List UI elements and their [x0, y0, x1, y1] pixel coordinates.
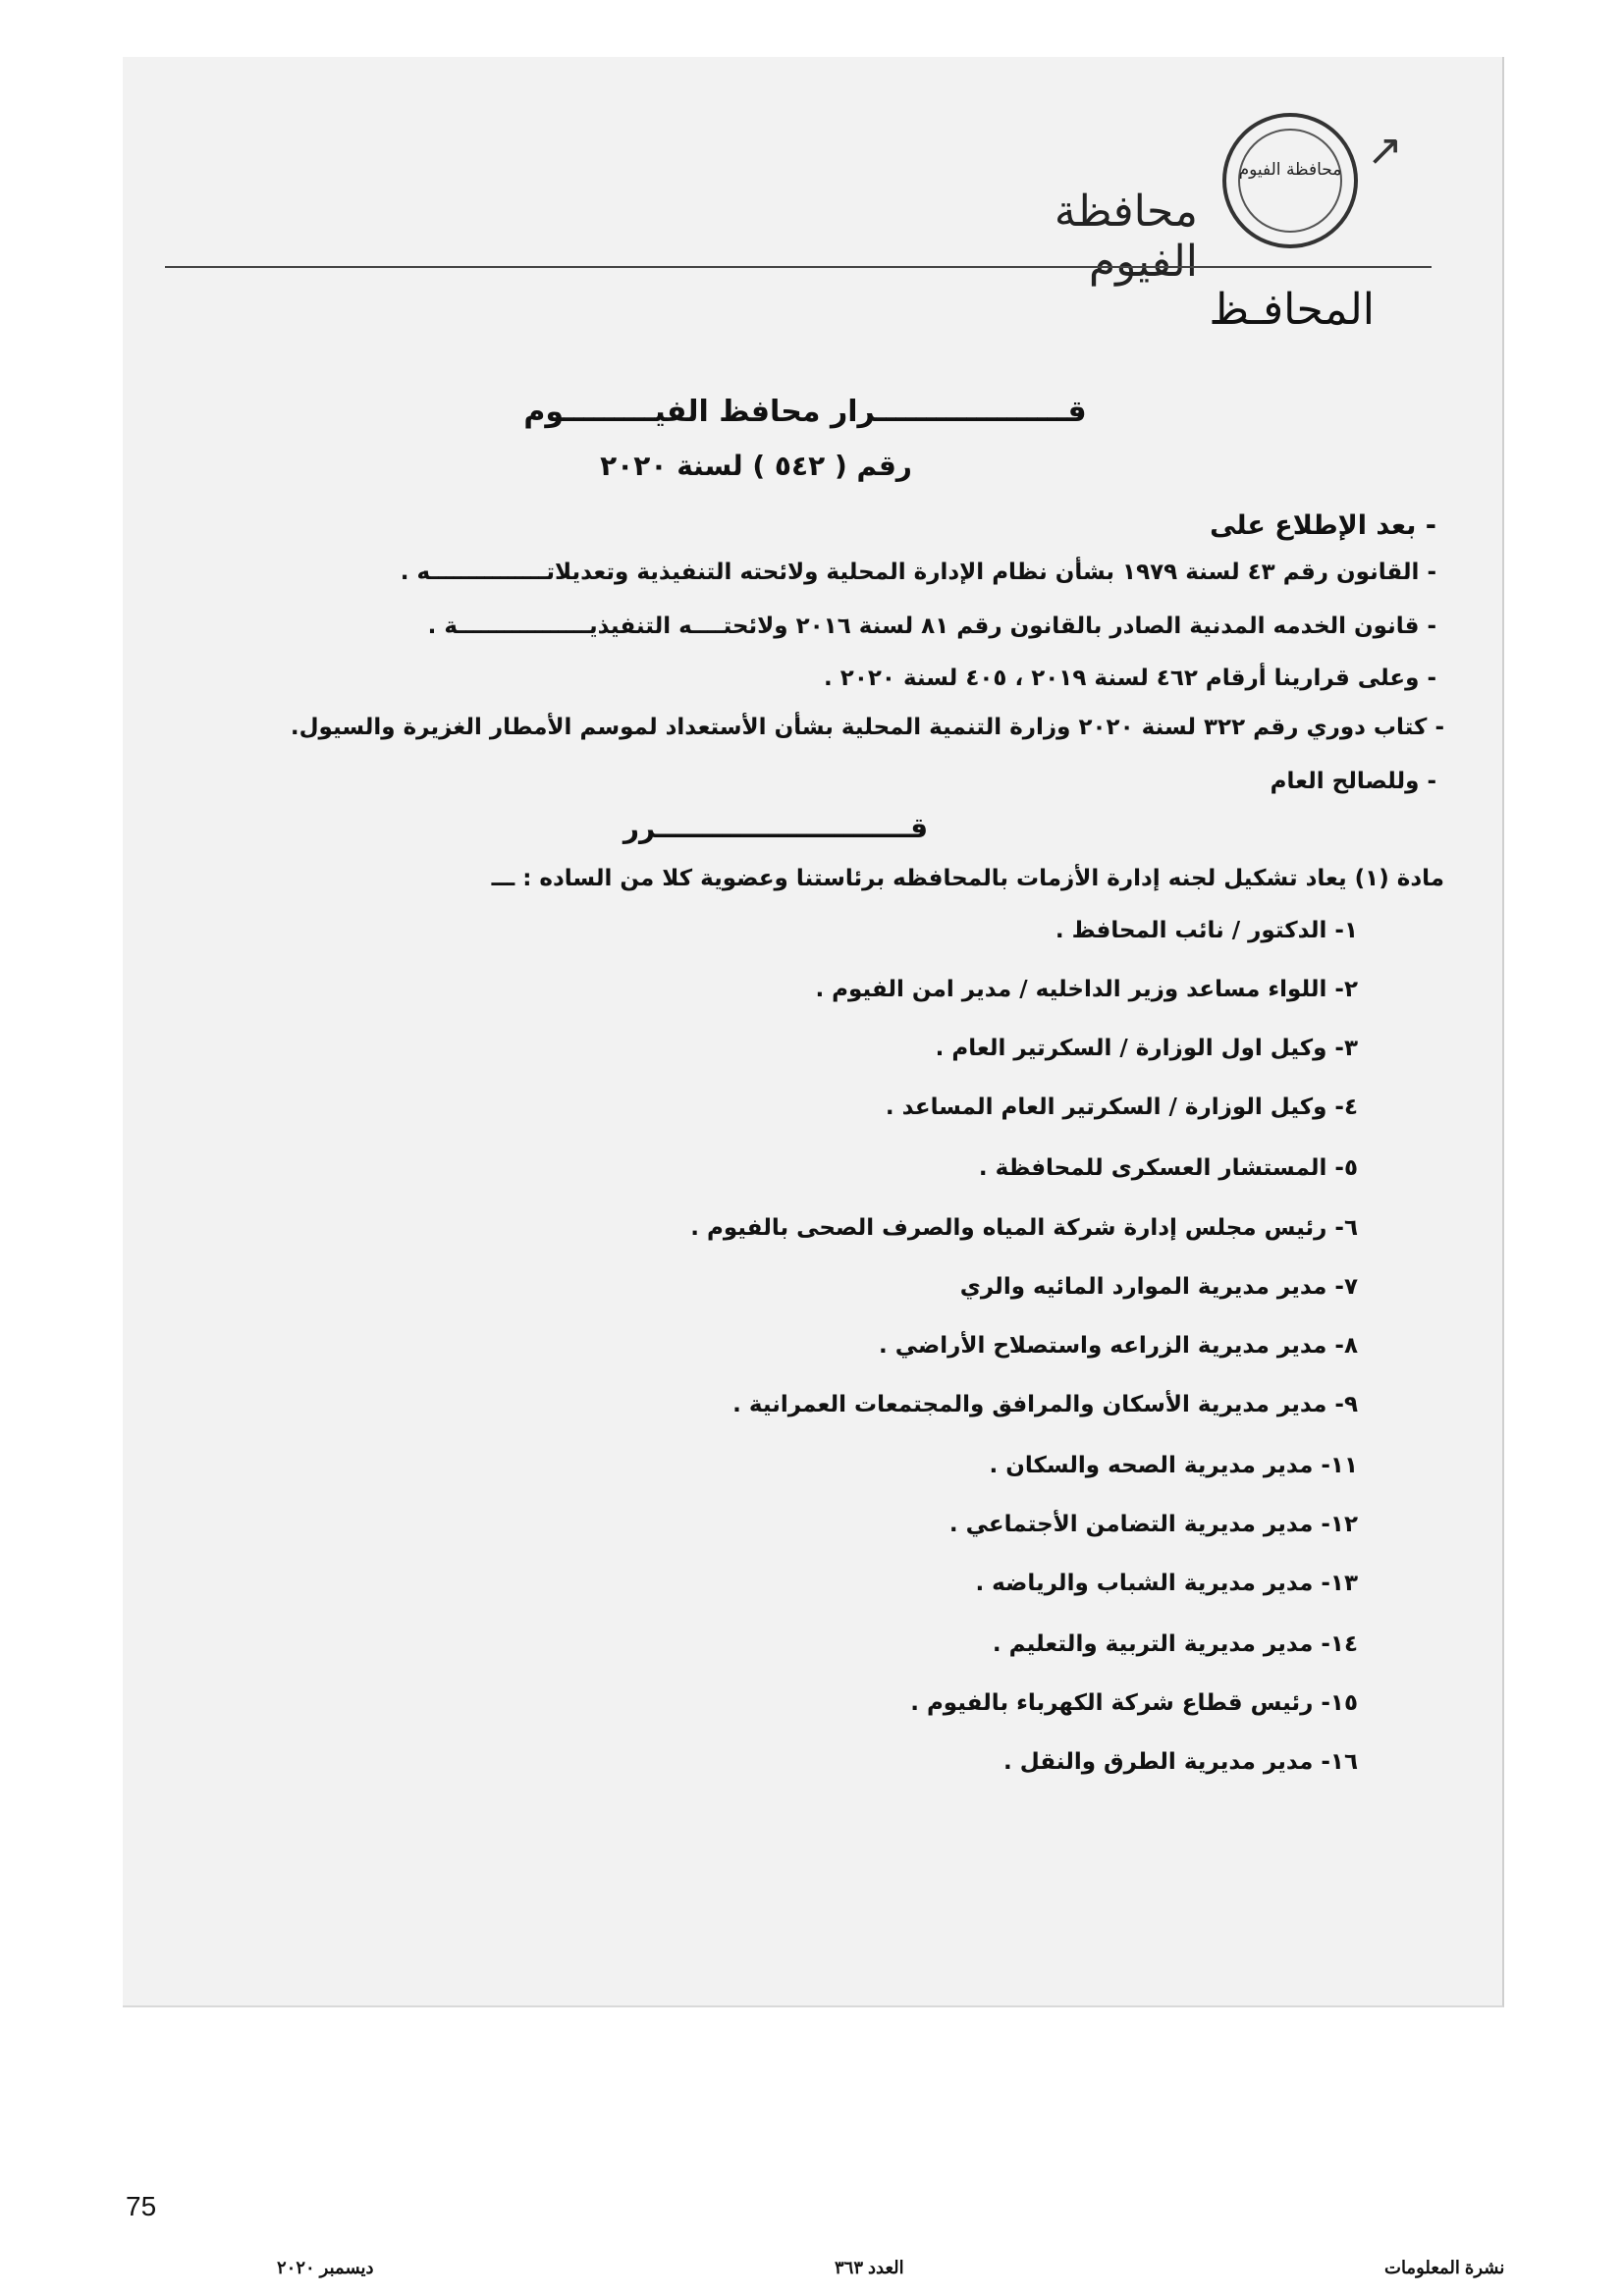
- member-item: ١٢- مدير مديرية التضامن الأجتماعي .: [948, 1512, 1358, 1537]
- member-item: ٨- مدير مديرية الزراعه واستصلاح الأراضي .: [878, 1333, 1358, 1359]
- decision-number: رقم ( ٥٤٢ ) لسنة ٢٠٢٠: [600, 450, 912, 482]
- page-number: 75: [126, 2191, 157, 2221]
- governorate-name: محافظة الفيوم: [1054, 187, 1198, 287]
- header-divider: [165, 266, 1432, 268]
- handwritten-mark: ↗: [1367, 126, 1403, 176]
- footer-publication: نشرة المعلومات: [1384, 2258, 1505, 2277]
- member-item: ١٤- مدير مديرية التربية والتعليم .: [992, 1631, 1358, 1657]
- member-item: ٩- مدير مديرية الأسكان والمرافق والمجتمعات العمرانية .: [732, 1392, 1358, 1417]
- member-item: ٤- وكيل الوزارة / السكرتير العام المساعد .: [885, 1095, 1358, 1120]
- footer-issue: العدد ٣٦٣: [835, 2258, 904, 2277]
- member-item: ٥- المستشار العسكرى للمحافظة .: [978, 1155, 1358, 1181]
- preamble-line: - القانون رقم ٤٣ لسنة ١٩٧٩ بشأن نظام الإدارة المحلية ولائحته التنفيذية وتعديلاتـــــــــــــــه .: [400, 560, 1436, 585]
- member-item: ١١- مدير مديرية الصحه والسكان .: [989, 1453, 1358, 1478]
- decision-title: قـــــــــــــــــــرار محافظ الفيـــــــــوم: [523, 395, 1087, 429]
- member-item: ١- الدكتور / نائب المحافظ .: [1055, 918, 1358, 943]
- governorate-seal: [1222, 113, 1358, 248]
- member-item: ١٦- مدير مديرية الطرق والنقل .: [1002, 1749, 1358, 1775]
- member-item: ١٥- رئيس قطاع شركة الكهرباء بالفيوم .: [910, 1690, 1358, 1716]
- member-item: ١٣- مدير مديرية الشباب والرياضه .: [975, 1571, 1358, 1596]
- preamble-line: - قانون الخدمه المدنية الصادر بالقانون رقم ٨١ لسنة ٢٠١٦ ولائحتــــه التنفيذيـــــــــــــــــة .: [427, 614, 1436, 639]
- member-item: ٢- اللواء مساعد وزير الداخليه / مدير امن الفيوم .: [815, 977, 1358, 1002]
- seal-text: محافظة الفيوم: [1238, 160, 1342, 180]
- footer-date: ديسمبر ٢٠٢٠: [277, 2258, 374, 2277]
- preamble-line: - كتاب دوري رقم ٣٢٢ لسنة ٢٠٢٠ وزارة التنمية المحلية بشأن الأستعداد لموسم الأمطار الغزيرة والسيول.: [290, 715, 1444, 740]
- article-one: مادة (١) يعاد تشكيل لجنه إدارة الأزمات بالمحافظه برئاستنا وعضوية كلا من الساده : ـــ: [491, 866, 1444, 891]
- preamble-heading: - بعد الإطلاع على: [1210, 510, 1436, 541]
- member-item: ٧- مدير مديرية الموارد المائيه والري: [959, 1274, 1358, 1300]
- decide-heading: قـــــــــــــــــــــــــــرر: [622, 812, 929, 844]
- preamble-line: - وللصالح العام: [1270, 769, 1436, 794]
- member-item: ٦- رئيس مجلس إدارة شركة المياه والصرف الصحى بالفيوم .: [690, 1215, 1358, 1241]
- office-title: المحافـظ: [1209, 285, 1375, 335]
- preamble-line: - وعلى قرارينا أرقام ٤٦٢ لسنة ٢٠١٩ ، ٤٠٥ لسنة ٢٠٢٠ .: [824, 666, 1436, 691]
- member-item: ٣- وكيل اول الوزارة / السكرتير العام .: [935, 1036, 1358, 1061]
